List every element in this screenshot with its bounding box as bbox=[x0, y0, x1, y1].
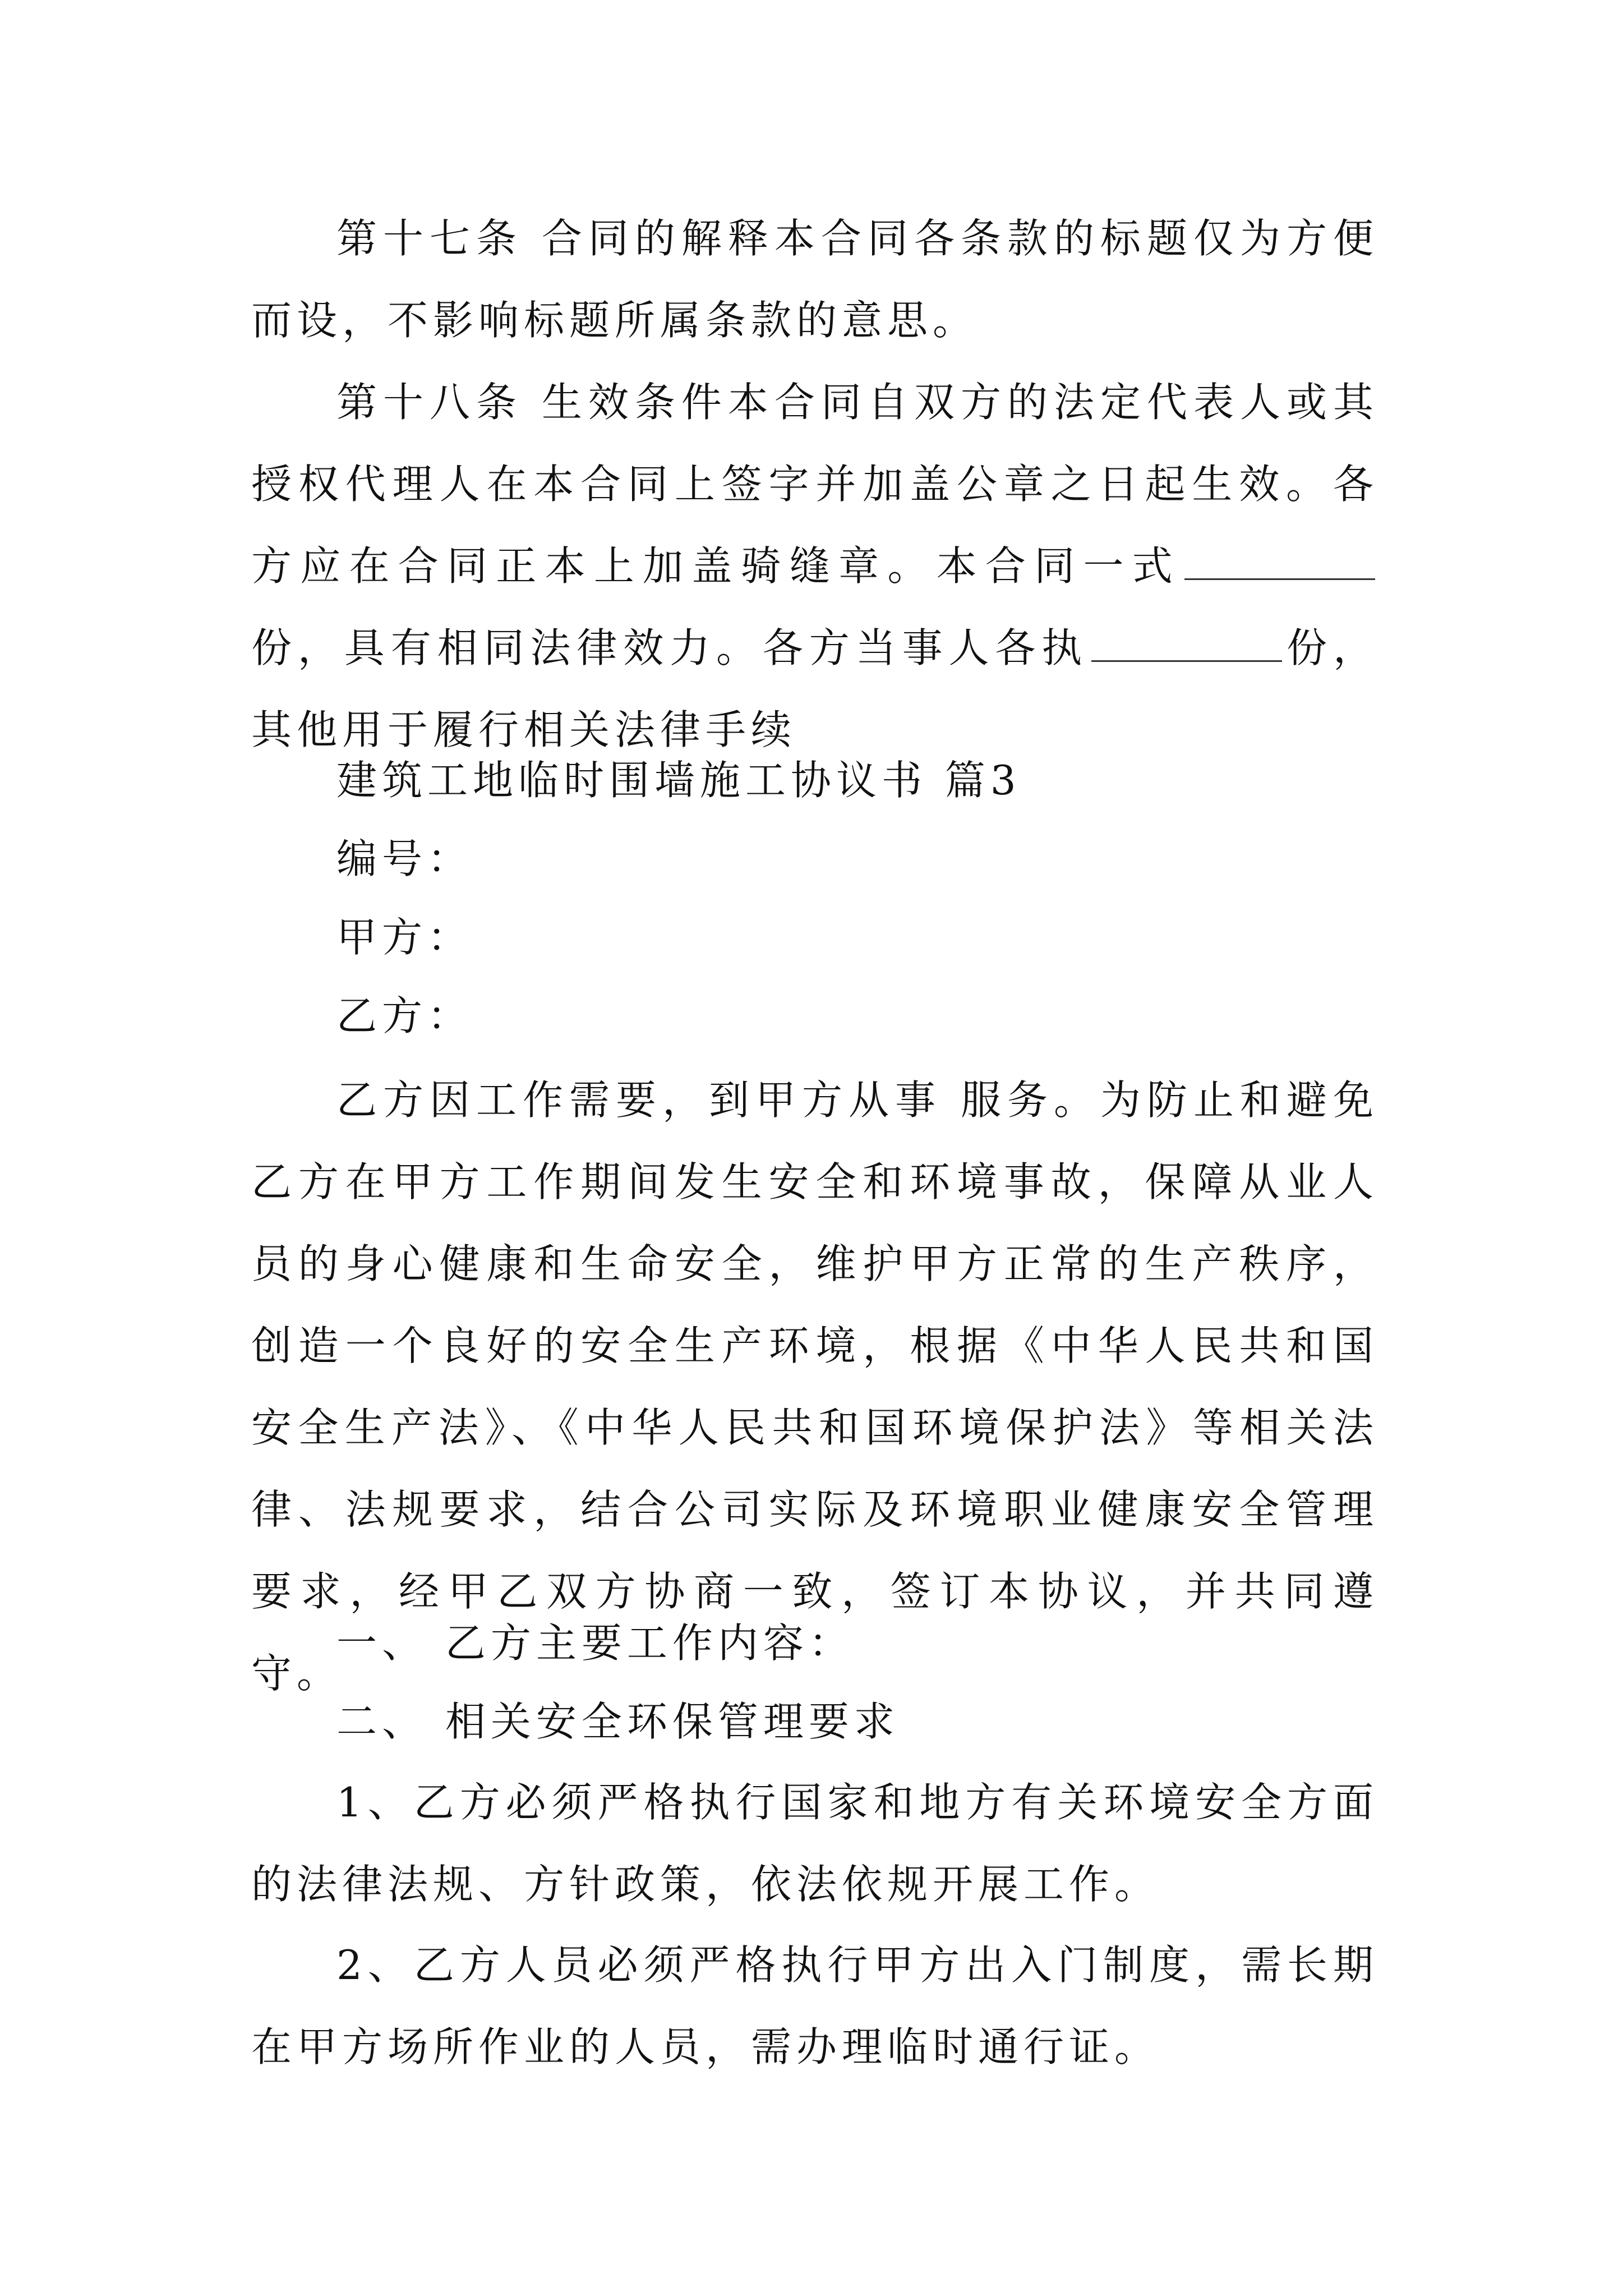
heading-one: 一、 乙方主要工作内容： bbox=[336, 1619, 854, 1667]
article-18-text-part1: 第十八条 生效条件本合同自双方的法定代表人或其授权代理人在本合同上签字并加盖公章之日起生效。各方应在合同正本上加盖骑缝章。本合同一式 bbox=[251, 379, 1378, 590]
heading-two: 二、 相关安全环保管理要求 bbox=[336, 1698, 900, 1745]
copies-each-blank bbox=[1091, 628, 1282, 662]
number-label: 编号： bbox=[336, 835, 473, 882]
item-2-paragraph: 2、乙方人员必须严格执行甲方出入门制度，需长期在甲方场所作业的人员，需办理临时通行证。 bbox=[251, 1941, 1378, 2070]
article-17-paragraph: 第十七条 合同的解释本合同各条款的标题仅为方便而设，不影响标题所属条款的意思。 bbox=[251, 215, 1378, 344]
article-18-paragraph bbox=[251, 361, 1378, 771]
item-1-paragraph: 1、乙方必须严格执行国家和地方有关环境安全方面的法律法规、方针政策，依法依规开展工作。 bbox=[251, 1779, 1378, 1908]
copies-total-blank bbox=[1184, 546, 1375, 580]
intro-paragraph: 乙方因工作需要，到甲方从事 服务。为防止和避免乙方在甲方工作期间发生安全和环境事故，保障从业人员的身心健康和生命安全，维护甲方正常的生产秩序，创造一个良好的安全生产环境，根据《中华人民共和国安全生产法》、《中华人民共和国环境保护法》等相关法律、法规要求，结合公司实际及环境职业健康安全管理要求，经甲乙双方协商一致，签订本协议，并共同遵守。 bbox=[251, 1076, 1378, 1697]
article-18-text-part2: 份，具有相同法律效力。各方当事人各执 bbox=[251, 624, 1089, 671]
section-title: 建筑工地临时围墙施工协议书 篇3 bbox=[336, 757, 1021, 804]
article-18-text-part3: 份，其他用于履行相关法律手续 bbox=[251, 624, 1378, 753]
party-b-label: 乙方： bbox=[336, 992, 473, 1039]
party-a-label: 甲方： bbox=[336, 914, 473, 961]
